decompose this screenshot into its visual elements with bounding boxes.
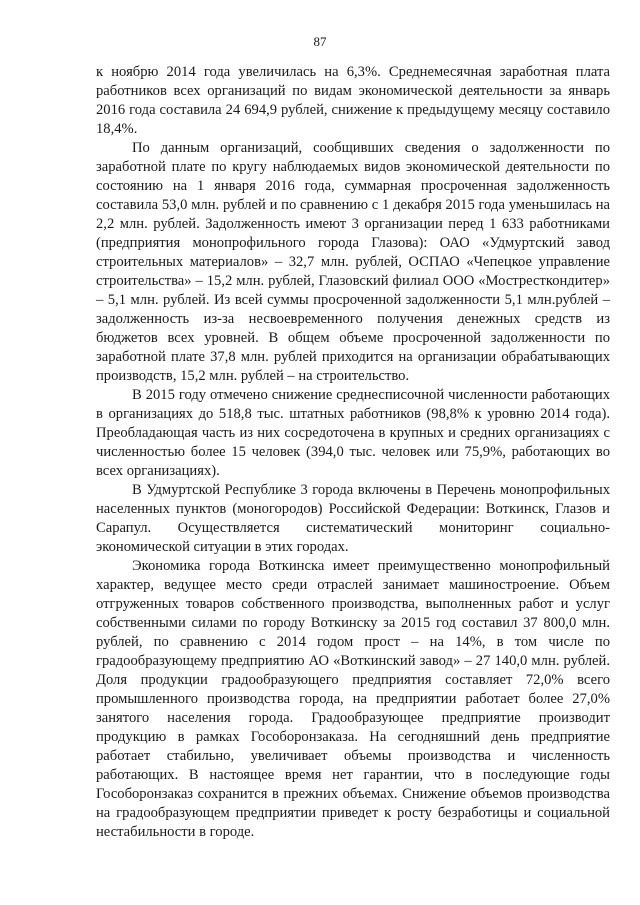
paragraph-wage-growth: к ноябрю 2014 года увеличилась на 6,3%. Среднемесячная заработная плата работников всех организаций по видам экономической деятельности за январь 2016 года составила 24 694,9 рублей, снижение к предыдущему месяцу составило 18,4%. — [96, 64, 610, 137]
document-body — [96, 63, 610, 842]
paragraph-votkinsk-economy: Экономика города Воткинска имеет преимущественно монопрофильный характер, ведущее место среди отраслей занимает машиностроение. Объем отгруженных товаров собственного производства, выполненных работ и услуг собственными силами по городу Воткинску за 2015 год составил 37 800,0 млн. рублей, по сравнению с 2014 годом прост – на 14%, в том числе по градообразующему предприятию АО «Воткинский завод» – 27 140,0 млн. рублей. Доля продукции градообразующего предприятия составляет 72,0% всего промышленного производства города, на предприятии работает более 27,0% занятого населения города. Градообразующее предприятие производит продукцию в рамках Гособоронзаказа. На сегодняшний день предприятие работает стабильно, увеличивает объемы производства и численность работающих. В настоящее время нет гарантии, что в последующие годы Гособоронзаказ сохранится в прежних объемах. Снижение объемов производства на градообразующем предприятии приведет к росту безработицы и социальной нестабильности в городе. — [96, 558, 610, 840]
paragraph-monotowns: В Удмуртской Республике 3 города включены в Перечень монопрофильных населенных пунктов (моногородов) Российской Федерации: Воткинск, Глазов и Сарапул. Осуществляется систематический мониторинг социально-экономической ситуации в этих городах. — [96, 482, 610, 555]
page-number: 87 — [313, 34, 327, 49]
paragraph-wage-arrears: По данным организаций, сообщивших сведения о задолженности по заработной плате по кругу наблюдаемых видов экономической деятельности по состоянию на 1 января 2016 года, суммарная просроченная задолженность составила 53,0 млн. рублей и по сравнению с 1 декабря 2015 года уменьшилась на 2,2 млн. рублей. Задолженность имеют 3 организации перед 1 633 работниками (предприятия монопрофильного города Глазова): ОАО «Удмуртский завод строительных материалов» – 32,7 млн. рублей, ОСПАО «Чепецкое управление строительства» – 15,2 млн. рублей, Глазовский филиал ООО «Мостресткондитер» – 5,1 млн. рублей. Из всей суммы просроченной задолженности 5,1 млн.рублей – задолженность из-за несвоевременного получения денежных средств из бюджетов всех уровней. В общем объеме просроченной задолженности по заработной плате 37,8 млн. рублей приходится на организации обрабатывающих производств, 15,2 млн. рублей – на строительство. — [96, 140, 610, 384]
paragraph-employment: В 2015 году отмечено снижение среднесписочной численности работающих в организациях до 518,8 тыс. штатных работников (98,8% к уровню 2014 года). Преобладающая часть из них сосредоточена в крупных и средних организациях с численностью более 15 человек (394,0 тыс. человек или 75,9%, работающих во всех организациях). — [96, 387, 610, 479]
